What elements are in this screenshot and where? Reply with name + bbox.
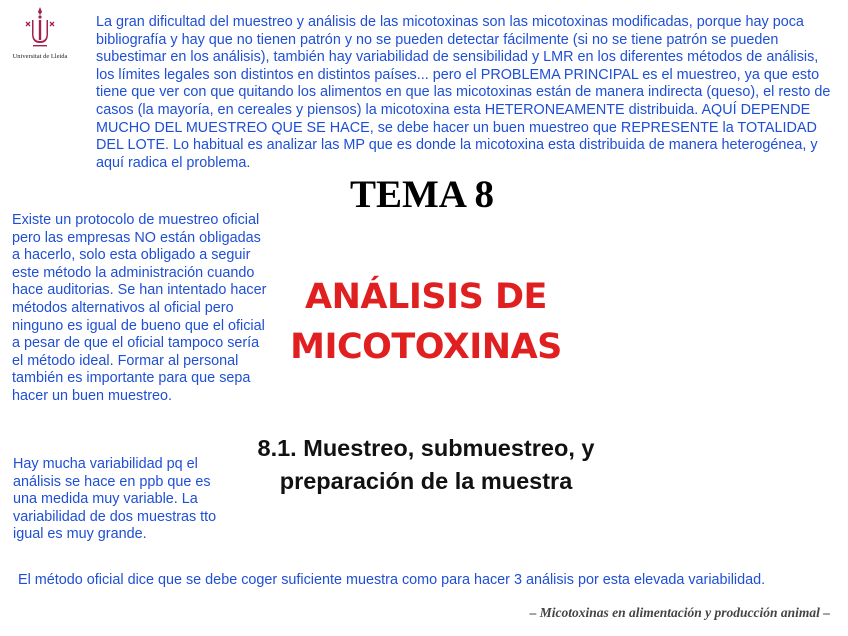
footer-course-title: – Micotoxinas en alimentación y producción animal –: [529, 605, 830, 620]
note-bottom: El método oficial dice que se debe coger suficiente muestra como para hacer 3 análisis por esta elevada variabilidad.: [18, 572, 766, 588]
tema-heading: TEMA 8: [349, 173, 495, 216]
main-title-line-1: ANÁLISIS DE: [305, 277, 547, 317]
note-top: La gran dificultad del muestreo y análisis de las micotoxinas son las micotoxinas modificadas, porque hay poca bibliografía y hay que no tienen patrón y no se pueden detectar fácilmente (si no se tiene patrón se pueden subestimar en los análisis), también hay variabilidad de sensibilidad y LMR en los diferentes métodos de análisis, los límites legales son distintos en distintos países... pero el PROBLEMA PRINCIPAL es el muestreo, ya que esto tiene que ver con que quitando los alimentos en que las micotoxinas están de manera indirecta (queso), el resto de casos (la mayoría, en cereales y piensos) la micotoxina esta HETERONEAMENTE distribuida. AQUÍ DEPENDE MUCHO DEL MUESTREO QUE SE HACE, se debe hacer un buen muestreo que REPRESENTE la TOTALIDAD DEL LOTE. Lo habitual es analizar las MP que es donde la micotoxina esta distribuida de manera heterogénea, y aquí radica el problema.: [96, 14, 831, 171]
subtitle-line-1: 8.1. Muestreo, submuestreo, y: [257, 435, 595, 461]
university-name: Universitat de Lleida: [12, 53, 68, 60]
university-logo: [4, 6, 76, 68]
note-left: Existe un protocolo de muestreo oficial pero las empresas NO están obligadas a hacerlo, solo esta obligado a seguir este método la administración cuando hace auditorias. Se han intentado hacer métodos alternativos al oficial pero ninguno es igual de bueno que el oficial a pesar de que el oficial tampoco sería el método ideal. Formar al personal también es importante para que sepa hacer un buen muestreo.: [12, 212, 267, 404]
note-variability: Hay mucha variabilidad pq el análisis se hace en ppb que es una medida muy variable. La variabilidad de dos muestras tto igual es muy grande.: [13, 456, 217, 543]
subtitle: [212, 432, 640, 498]
main-title-line-2: MICOTOXINAS: [290, 327, 562, 367]
main-title: [250, 272, 602, 372]
university-crest-icon: [23, 6, 57, 52]
subtitle-line-2: preparación de la muestra: [279, 468, 573, 494]
